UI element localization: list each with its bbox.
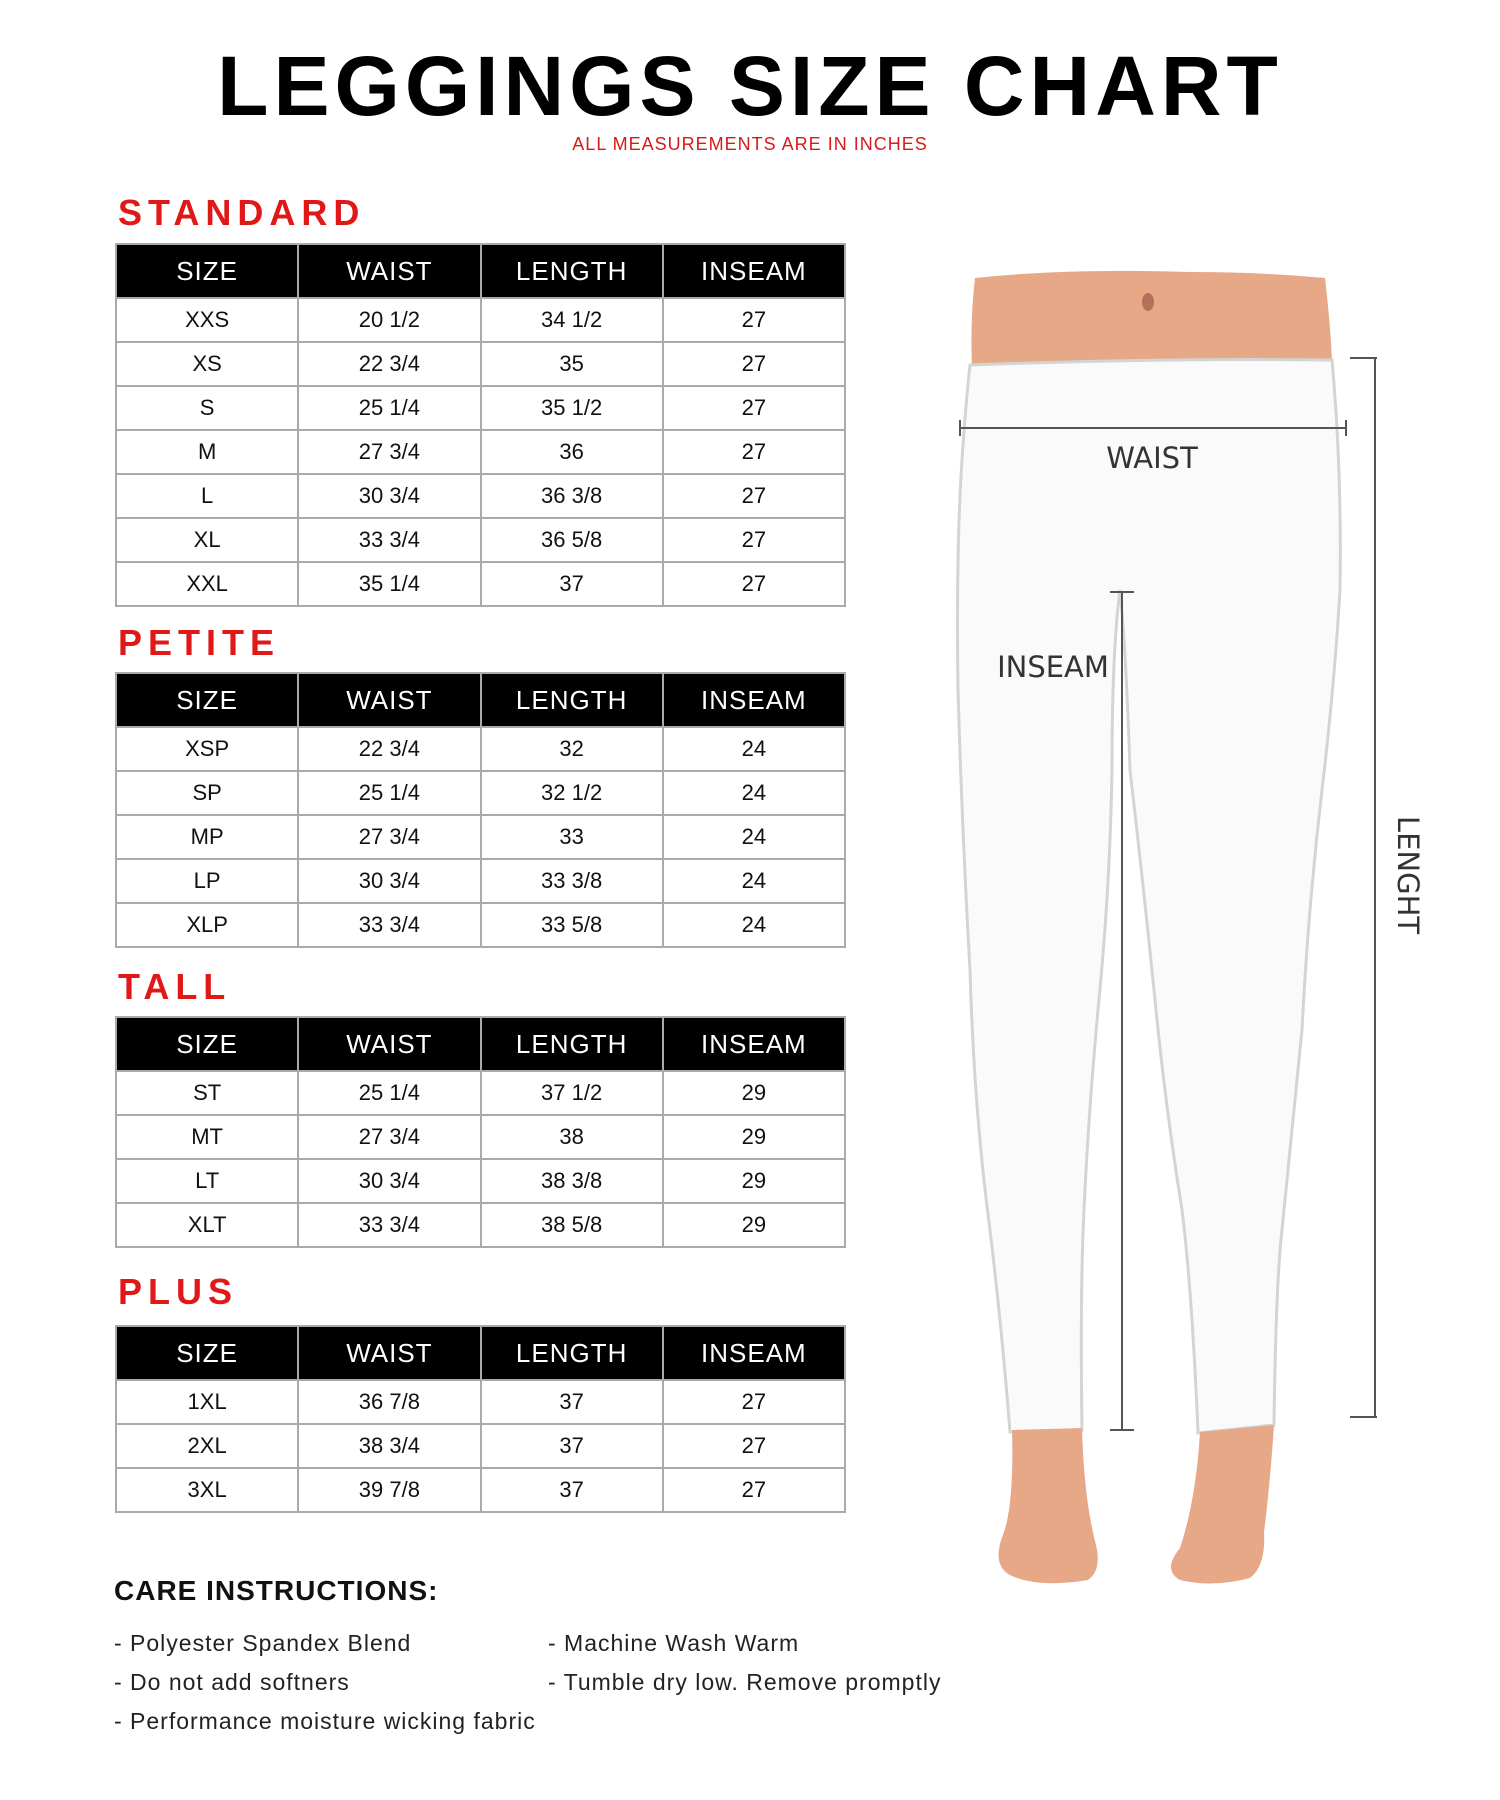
page-subtitle: ALL MEASUREMENTS ARE IN INCHES xyxy=(572,134,928,154)
table-row xyxy=(116,430,845,474)
cell-length: 34 1/2 xyxy=(481,298,663,342)
cell-length: 38 xyxy=(481,1115,663,1159)
header-waist: WAIST xyxy=(298,673,480,727)
cell-inseam: 24 xyxy=(663,815,845,859)
cell-inseam: 27 xyxy=(663,562,845,606)
cell-inseam: 27 xyxy=(663,342,845,386)
cell-waist: 38 3/4 xyxy=(298,1424,480,1468)
care-item-wash: - Machine Wash Warm xyxy=(548,1630,800,1656)
cell-length: 32 xyxy=(481,727,663,771)
table-header-row xyxy=(116,1017,845,1071)
cell-inseam: 24 xyxy=(663,903,845,947)
cell-inseam: 29 xyxy=(663,1115,845,1159)
cell-size: L xyxy=(116,474,298,518)
cell-waist: 30 3/4 xyxy=(298,859,480,903)
section-title-tall: TALL xyxy=(118,966,232,1007)
cell-waist: 33 3/4 xyxy=(298,1203,480,1247)
table-header-row xyxy=(116,244,845,298)
cell-inseam: 27 xyxy=(663,1380,845,1424)
cell-inseam: 27 xyxy=(663,1468,845,1512)
cell-length: 37 xyxy=(481,562,663,606)
header-size: SIZE xyxy=(116,673,298,727)
care-item-softners: - Do not add softners xyxy=(114,1669,350,1695)
cell-size: 2XL xyxy=(116,1424,298,1468)
page-title: LEGGINGS SIZE CHART xyxy=(217,39,1283,133)
table-row xyxy=(116,1468,845,1512)
cell-size: XLT xyxy=(116,1203,298,1247)
care-item-fabric: - Performance moisture wicking fabric xyxy=(114,1708,536,1734)
care-item-blend: - Polyester Spandex Blend xyxy=(114,1630,412,1656)
table-header-row xyxy=(116,673,845,727)
cell-waist: 20 1/2 xyxy=(298,298,480,342)
cell-size: XS xyxy=(116,342,298,386)
header-length: LENGTH xyxy=(481,1326,663,1380)
header-waist: WAIST xyxy=(298,1326,480,1380)
header-length: LENGTH xyxy=(481,1017,663,1071)
cell-waist: 33 3/4 xyxy=(298,903,480,947)
cell-size: XL xyxy=(116,518,298,562)
cell-length: 38 3/8 xyxy=(481,1159,663,1203)
cell-size: MT xyxy=(116,1115,298,1159)
cell-size: XXL xyxy=(116,562,298,606)
cell-length: 37 xyxy=(481,1468,663,1512)
leggings-model-illustration xyxy=(930,270,1450,1620)
table-row xyxy=(116,474,845,518)
cell-size: XSP xyxy=(116,727,298,771)
cell-waist: 25 1/4 xyxy=(298,1071,480,1115)
cell-length: 38 5/8 xyxy=(481,1203,663,1247)
cell-waist: 25 1/4 xyxy=(298,771,480,815)
table-row xyxy=(116,771,845,815)
header-length: LENGTH xyxy=(481,673,663,727)
header-inseam: INSEAM xyxy=(663,1326,845,1380)
header-length: LENGTH xyxy=(481,244,663,298)
cell-length: 32 1/2 xyxy=(481,771,663,815)
cell-size: LP xyxy=(116,859,298,903)
header-size: SIZE xyxy=(116,1326,298,1380)
size-table-petite xyxy=(115,672,846,948)
cell-waist: 36 7/8 xyxy=(298,1380,480,1424)
cell-length: 37 xyxy=(481,1380,663,1424)
leggings-garment xyxy=(958,360,1341,1433)
cell-size: XXS xyxy=(116,298,298,342)
table-row xyxy=(116,562,845,606)
torso-skin xyxy=(971,271,1332,370)
table-row xyxy=(116,1159,845,1203)
cell-length: 37 xyxy=(481,1424,663,1468)
cell-length: 33 5/8 xyxy=(481,903,663,947)
cell-inseam: 29 xyxy=(663,1159,845,1203)
table-row xyxy=(116,903,845,947)
waist-label: WAIST xyxy=(1106,441,1198,475)
header-inseam: INSEAM xyxy=(663,244,845,298)
header-waist: WAIST xyxy=(298,244,480,298)
cell-waist: 30 3/4 xyxy=(298,474,480,518)
table-row xyxy=(116,1115,845,1159)
cell-inseam: 27 xyxy=(663,386,845,430)
cell-length: 33 xyxy=(481,815,663,859)
table-row xyxy=(116,815,845,859)
length-label: LENGHT xyxy=(1391,815,1425,935)
cell-inseam: 29 xyxy=(663,1203,845,1247)
cell-waist: 30 3/4 xyxy=(298,1159,480,1203)
cell-length: 37 1/2 xyxy=(481,1071,663,1115)
size-table-plus xyxy=(115,1325,846,1513)
table-row xyxy=(116,386,845,430)
table-row xyxy=(116,1203,845,1247)
table-row xyxy=(116,1424,845,1468)
size-table-tall xyxy=(115,1016,846,1248)
cell-waist: 35 1/4 xyxy=(298,562,480,606)
cell-size: ST xyxy=(116,1071,298,1115)
table-row xyxy=(116,1071,845,1115)
table-row xyxy=(116,342,845,386)
cell-waist: 27 3/4 xyxy=(298,1115,480,1159)
header-inseam: INSEAM xyxy=(663,1017,845,1071)
cell-length: 36 xyxy=(481,430,663,474)
care-instructions-title: CARE INSTRUCTIONS: xyxy=(114,1575,439,1606)
cell-size: S xyxy=(116,386,298,430)
cell-length: 35 xyxy=(481,342,663,386)
cell-size: XLP xyxy=(116,903,298,947)
cell-size: 3XL xyxy=(116,1468,298,1512)
section-title-standard: STANDARD xyxy=(118,192,366,233)
size-table-standard xyxy=(115,243,846,607)
cell-length: 33 3/8 xyxy=(481,859,663,903)
cell-waist: 25 1/4 xyxy=(298,386,480,430)
cell-waist: 22 3/4 xyxy=(298,727,480,771)
left-foot xyxy=(999,1428,1098,1583)
cell-length: 36 3/8 xyxy=(481,474,663,518)
cell-size: M xyxy=(116,430,298,474)
right-foot xyxy=(1171,1425,1274,1584)
table-row xyxy=(116,727,845,771)
header-size: SIZE xyxy=(116,244,298,298)
cell-length: 35 1/2 xyxy=(481,386,663,430)
cell-waist: 33 3/4 xyxy=(298,518,480,562)
cell-size: 1XL xyxy=(116,1380,298,1424)
cell-size: SP xyxy=(116,771,298,815)
header-size: SIZE xyxy=(116,1017,298,1071)
cell-inseam: 27 xyxy=(663,474,845,518)
cell-inseam: 29 xyxy=(663,1071,845,1115)
header-waist: WAIST xyxy=(298,1017,480,1071)
table-row xyxy=(116,298,845,342)
cell-inseam: 27 xyxy=(663,518,845,562)
table-row xyxy=(116,1380,845,1424)
cell-inseam: 24 xyxy=(663,771,845,815)
cell-waist: 39 7/8 xyxy=(298,1468,480,1512)
table-row xyxy=(116,518,845,562)
table-header-row xyxy=(116,1326,845,1380)
section-title-petite: PETITE xyxy=(118,622,281,663)
cell-waist: 27 3/4 xyxy=(298,815,480,859)
navel-icon xyxy=(1142,293,1154,311)
cell-inseam: 24 xyxy=(663,859,845,903)
inseam-label: INSEAM xyxy=(997,650,1109,684)
cell-inseam: 27 xyxy=(663,1424,845,1468)
care-item-dry: - Tumble dry low. Remove promptly xyxy=(548,1669,942,1695)
cell-waist: 22 3/4 xyxy=(298,342,480,386)
cell-inseam: 24 xyxy=(663,727,845,771)
section-title-plus: PLUS xyxy=(118,1271,239,1312)
cell-waist: 27 3/4 xyxy=(298,430,480,474)
cell-size: LT xyxy=(116,1159,298,1203)
table-row xyxy=(116,859,845,903)
cell-inseam: 27 xyxy=(663,430,845,474)
cell-inseam: 27 xyxy=(663,298,845,342)
cell-length: 36 5/8 xyxy=(481,518,663,562)
header-inseam: INSEAM xyxy=(663,673,845,727)
cell-size: MP xyxy=(116,815,298,859)
